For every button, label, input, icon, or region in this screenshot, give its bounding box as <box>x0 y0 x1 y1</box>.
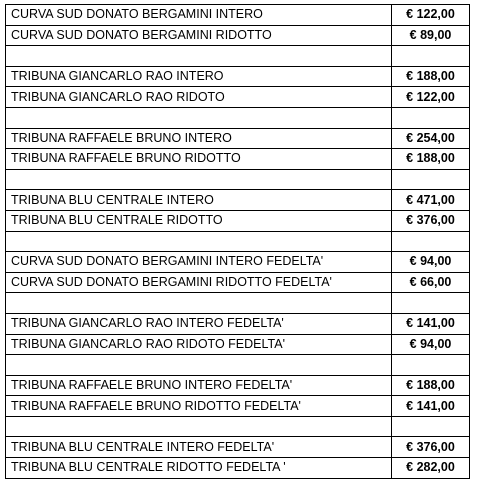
sector-description-cell: TRIBUNA GIANCARLO RAO INTERO <box>6 66 392 87</box>
price-cell: € 89,00 <box>392 25 470 46</box>
sector-description-cell: CURVA SUD DONATO BERGAMINI INTERO FEDELTA' <box>6 252 392 273</box>
table-row <box>6 252 470 273</box>
sector-description-cell: TRIBUNA RAFFAELE BRUNO RIDOTTO <box>6 149 392 170</box>
table-row <box>6 210 470 231</box>
sector-description-cell: TRIBUNA GIANCARLO RAO INTERO FEDELTA' <box>6 313 392 334</box>
table-row <box>6 313 470 334</box>
sector-description-cell: TRIBUNA GIANCARLO RAO RIDOTO <box>6 87 392 108</box>
empty-cell <box>6 355 392 376</box>
empty-cell <box>392 169 470 190</box>
sector-description-cell: TRIBUNA BLU CENTRALE RIDOTTO FEDELTA ' <box>6 458 392 479</box>
empty-cell <box>6 107 392 128</box>
table-row <box>6 149 470 170</box>
price-cell: € 141,00 <box>392 396 470 417</box>
sector-description-cell: TRIBUNA BLU CENTRALE INTERO <box>6 190 392 211</box>
ticket-price-table <box>5 4 470 479</box>
price-cell: € 141,00 <box>392 313 470 334</box>
spacer-row <box>6 107 470 128</box>
empty-cell <box>392 46 470 67</box>
empty-cell <box>6 416 392 437</box>
sector-description-cell: CURVA SUD DONATO BERGAMINI RIDOTTO <box>6 25 392 46</box>
price-cell: € 188,00 <box>392 66 470 87</box>
table-row <box>6 5 470 26</box>
spacer-row <box>6 355 470 376</box>
sector-description-cell: TRIBUNA GIANCARLO RAO RIDOTO FEDELTA' <box>6 334 392 355</box>
sector-description-cell: TRIBUNA BLU CENTRALE RIDOTTO <box>6 210 392 231</box>
empty-cell <box>392 293 470 314</box>
price-cell: € 94,00 <box>392 334 470 355</box>
empty-cell <box>6 231 392 252</box>
spacer-row <box>6 293 470 314</box>
price-cell: € 376,00 <box>392 210 470 231</box>
spacer-row <box>6 46 470 67</box>
empty-cell <box>392 355 470 376</box>
spacer-row <box>6 231 470 252</box>
table-row <box>6 66 470 87</box>
spacer-row <box>6 169 470 190</box>
sector-description-cell: CURVA SUD DONATO BERGAMINI INTERO <box>6 5 392 26</box>
table-row <box>6 437 470 458</box>
empty-cell <box>392 416 470 437</box>
empty-cell <box>392 107 470 128</box>
table-row <box>6 87 470 108</box>
price-cell: € 122,00 <box>392 87 470 108</box>
price-cell: € 282,00 <box>392 458 470 479</box>
table-row <box>6 190 470 211</box>
sector-description-cell: TRIBUNA BLU CENTRALE INTERO FEDELTA' <box>6 437 392 458</box>
ticket-price-table-body <box>6 5 470 479</box>
table-row <box>6 272 470 293</box>
price-cell: € 122,00 <box>392 5 470 26</box>
price-cell: € 254,00 <box>392 128 470 149</box>
sector-description-cell: TRIBUNA RAFFAELE BRUNO RIDOTTO FEDELTA' <box>6 396 392 417</box>
table-row <box>6 458 470 479</box>
price-cell: € 94,00 <box>392 252 470 273</box>
table-row <box>6 25 470 46</box>
empty-cell <box>6 46 392 67</box>
price-cell: € 188,00 <box>392 375 470 396</box>
table-row <box>6 396 470 417</box>
price-cell: € 376,00 <box>392 437 470 458</box>
price-cell: € 471,00 <box>392 190 470 211</box>
price-cell: € 66,00 <box>392 272 470 293</box>
table-row <box>6 128 470 149</box>
sector-description-cell: CURVA SUD DONATO BERGAMINI RIDOTTO FEDELTA' <box>6 272 392 293</box>
price-cell: € 188,00 <box>392 149 470 170</box>
sector-description-cell: TRIBUNA RAFFAELE BRUNO INTERO <box>6 128 392 149</box>
empty-cell <box>392 231 470 252</box>
table-row <box>6 375 470 396</box>
empty-cell <box>6 293 392 314</box>
spacer-row <box>6 416 470 437</box>
sector-description-cell: TRIBUNA RAFFAELE BRUNO INTERO FEDELTA' <box>6 375 392 396</box>
table-row <box>6 334 470 355</box>
empty-cell <box>6 169 392 190</box>
